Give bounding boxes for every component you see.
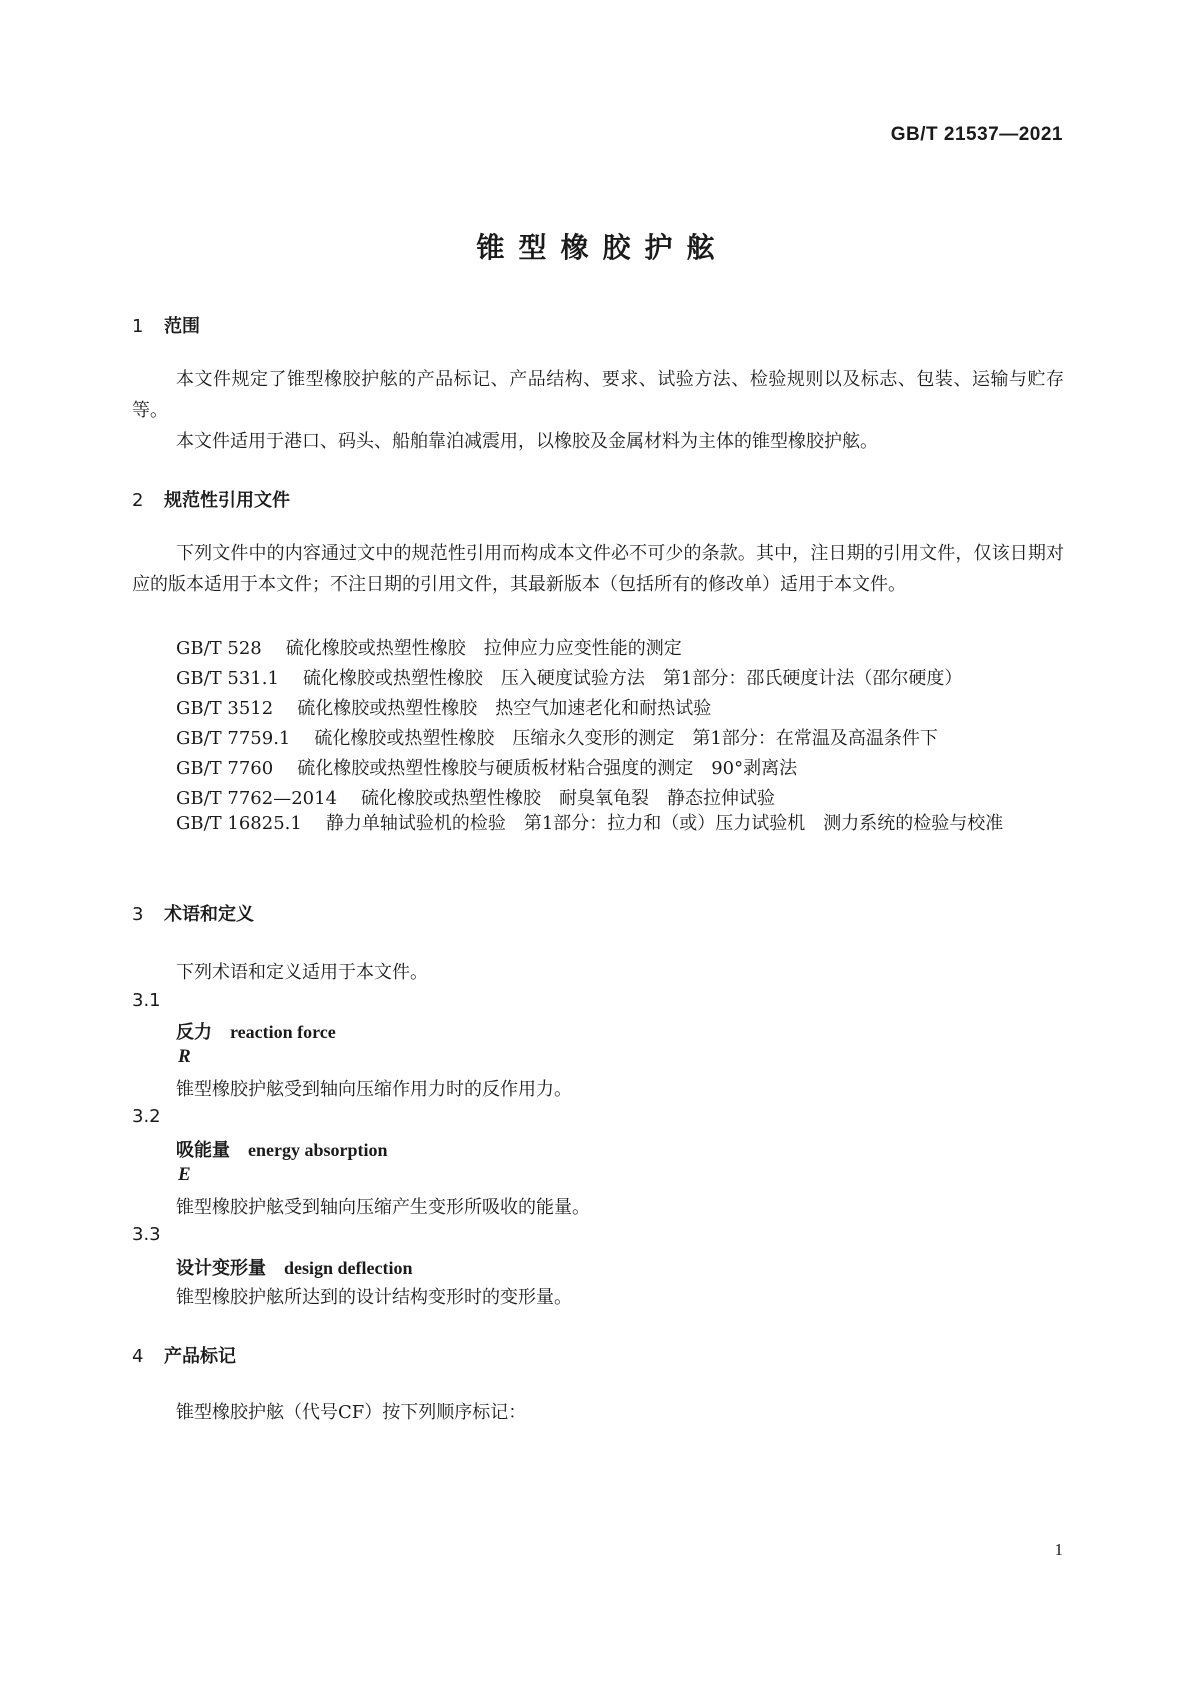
reference-code: GB/T 528 bbox=[176, 638, 262, 659]
section-1-heading bbox=[132, 312, 200, 338]
section-title: 术语和定义 bbox=[164, 904, 254, 925]
term-number: 3.2 bbox=[132, 1106, 161, 1127]
reference-item bbox=[176, 694, 711, 720]
section-title: 范围 bbox=[164, 316, 200, 337]
references-intro: 下列文件中的内容通过文中的规范性引用而构成本文件必不可少的条款。其中，注日期的引用文件，仅该日期对应的版本适用于本文件；不注日期的引用文件，其最新版本（包括所有的修改单）适用于本文件。 bbox=[132, 543, 1064, 595]
term-name-en: reaction force bbox=[230, 1022, 336, 1042]
term-name-zh: 吸能量 bbox=[176, 1140, 230, 1161]
section-number: 3 bbox=[132, 904, 144, 925]
reference-item bbox=[176, 754, 797, 780]
term-symbol: E bbox=[178, 1164, 191, 1185]
section-2-heading bbox=[132, 486, 290, 512]
reference-code: GB/T 7759.1 bbox=[176, 728, 291, 749]
terms-intro: 下列术语和定义适用于本文件。 bbox=[176, 962, 428, 983]
term-definition: 锥型橡胶护舷受到轴向压缩作用力时的反作用力。 bbox=[176, 1079, 572, 1100]
section-number: 1 bbox=[132, 316, 144, 337]
reference-item bbox=[176, 724, 938, 750]
term-symbol: R bbox=[178, 1046, 191, 1067]
scope-paragraph-2: 本文件适用于港口、码头、船舶靠泊减震用，以橡胶及金属材料为主体的锥型橡胶护舷。 bbox=[176, 431, 878, 452]
section-number: 2 bbox=[132, 490, 144, 511]
reference-code: GB/T 16825.1 bbox=[176, 813, 302, 834]
term-name-en: energy absorption bbox=[248, 1140, 388, 1160]
section-title: 规范性引用文件 bbox=[164, 490, 290, 511]
marking-intro: 锥型橡胶护舷（代号CF）按下列顺序标记： bbox=[176, 1402, 527, 1423]
term-number: 3.3 bbox=[132, 1224, 161, 1245]
term-name bbox=[176, 1136, 388, 1162]
term-name-zh: 反力 bbox=[176, 1022, 212, 1043]
reference-item bbox=[176, 784, 775, 810]
reference-title: 硫化橡胶或热塑性橡胶与硬质板材粘合强度的测定 90°剥离法 bbox=[297, 758, 798, 779]
standard-code: GB/T 21537—2021 bbox=[890, 124, 1063, 145]
term-name bbox=[176, 1254, 413, 1280]
reference-title: 硫化橡胶或热塑性橡胶 耐臭氧龟裂 静态拉伸试验 bbox=[361, 788, 776, 809]
section-title: 产品标记 bbox=[164, 1346, 236, 1367]
reference-code: GB/T 7760 bbox=[176, 758, 274, 779]
reference-code: GB/T 3512 bbox=[176, 698, 274, 719]
reference-code: GB/T 7762—2014 bbox=[176, 788, 338, 809]
term-name-en: design deflection bbox=[284, 1258, 413, 1278]
term-definition: 锥型橡胶护舷所达到的设计结构变形时的变形量。 bbox=[176, 1287, 572, 1308]
reference-title: 硫化橡胶或热塑性橡胶 压缩永久变形的测定 第1部分：在常温及高温条件下 bbox=[314, 728, 938, 749]
section-3-heading bbox=[132, 900, 254, 926]
reference-item bbox=[176, 634, 682, 660]
section-4-heading bbox=[132, 1342, 236, 1368]
document-title: 锥型橡胶护舷 bbox=[476, 231, 729, 264]
reference-code: GB/T 531.1 bbox=[176, 668, 279, 689]
term-number: 3.1 bbox=[132, 990, 161, 1011]
reference-title: 硫化橡胶或热塑性橡胶 压入硬度试验方法 第1部分：邵氏硬度计法（邵尔硬度） bbox=[302, 668, 963, 689]
reference-title: 静力单轴试验机的检验 第1部分：拉力和（或）压力试验机 测力系统的检验与校准 bbox=[325, 813, 1004, 834]
term-name-zh: 设计变形量 bbox=[176, 1258, 266, 1279]
reference-item bbox=[176, 664, 962, 690]
page-number: 1 bbox=[1054, 1540, 1063, 1559]
scope-paragraph-1: 本文件规定了锥型橡胶护舷的产品标记、产品结构、要求、试验方法、检验规则以及标志、包装、运输与贮存等。 bbox=[132, 369, 1064, 421]
reference-item bbox=[132, 808, 1064, 839]
term-name bbox=[176, 1018, 336, 1044]
term-definition: 锥型橡胶护舷受到轴向压缩产生变形所吸收的能量。 bbox=[176, 1197, 590, 1218]
reference-title: 硫化橡胶或热塑性橡胶 热空气加速老化和耐热试验 bbox=[297, 698, 712, 719]
reference-title: 硫化橡胶或热塑性橡胶 拉伸应力应变性能的测定 bbox=[285, 638, 682, 659]
section-number: 4 bbox=[132, 1346, 144, 1367]
